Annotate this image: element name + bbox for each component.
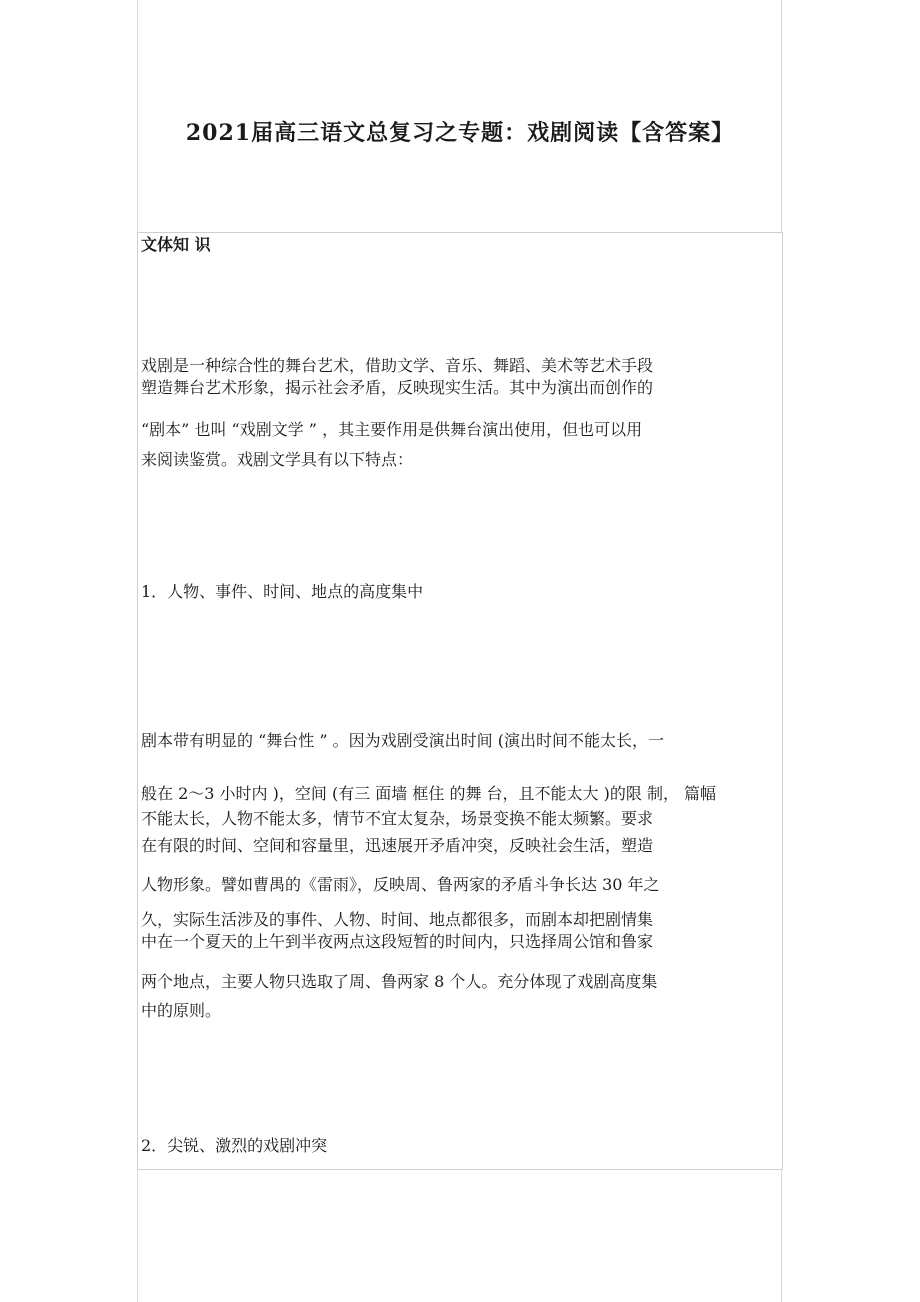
point1-line-4: 在有限的时间、空间和容量里，迅速展开矛盾冲突，反映社会生活，塑造 <box>141 836 654 855</box>
point1-line-7: 中在一个夏天的上午到半夜两点这段短暂的时间内，只选择周公馆和鲁家 <box>141 932 654 951</box>
point1-line-3: 不能太长，人物不能太多，情节不宜太复杂，场景变换不能太频繁。要求 <box>141 809 654 828</box>
point1-line-1: 剧本带有明显的 “舞台性 ” 。因为戏剧受演出时间 (演出时间不能太长，一 <box>141 731 664 750</box>
point1-line-6: 久，实际生活涉及的事件、人物、时间、地点都很多，而剧本却把剧情集 <box>141 910 654 929</box>
point1-line-9: 中的原则。 <box>141 1001 222 1020</box>
point2-heading: 2．尖锐、激烈的戏剧冲突 <box>141 1136 328 1155</box>
intro-line-3: “剧本” 也叫 “戏剧文学 ” ，其主要作用是供舞台演出使用，但也可以用 <box>141 420 643 439</box>
point1-line-5: 人物形象。譬如曹禺的《雷雨》，反映周、鲁两家的矛盾斗争长达 30 年之 <box>141 875 660 894</box>
document-title: 2021届高三语文总复习之专题：戏剧阅读【含答案】 <box>185 120 735 146</box>
content-box <box>137 232 783 1170</box>
intro-line-4: 来阅读鉴赏。戏剧文学具有以下特点： <box>141 450 414 469</box>
section-heading: 文体知 识 <box>141 235 211 254</box>
point1-line-8: 两个地点，主要人物只选取了周、鲁两家 8 个人。充分体现了戏剧高度集 <box>141 972 658 991</box>
intro-line-2: 塑造舞台艺术形象，揭示社会矛盾，反映现实生活。其中为演出而创作的 <box>141 378 654 397</box>
point1-heading: 1．人物、事件、时间、地点的高度集中 <box>141 582 424 601</box>
intro-line-1: 戏剧是一种综合性的舞台艺术，借助文学、音乐、舞蹈、美术等艺术手段 <box>141 356 654 375</box>
point1-line-2: 般在 2～3 小时内 )，空间 (有三 面墙 框住 的舞 台，且不能太大 )的限 制， 篇幅 <box>141 784 717 803</box>
